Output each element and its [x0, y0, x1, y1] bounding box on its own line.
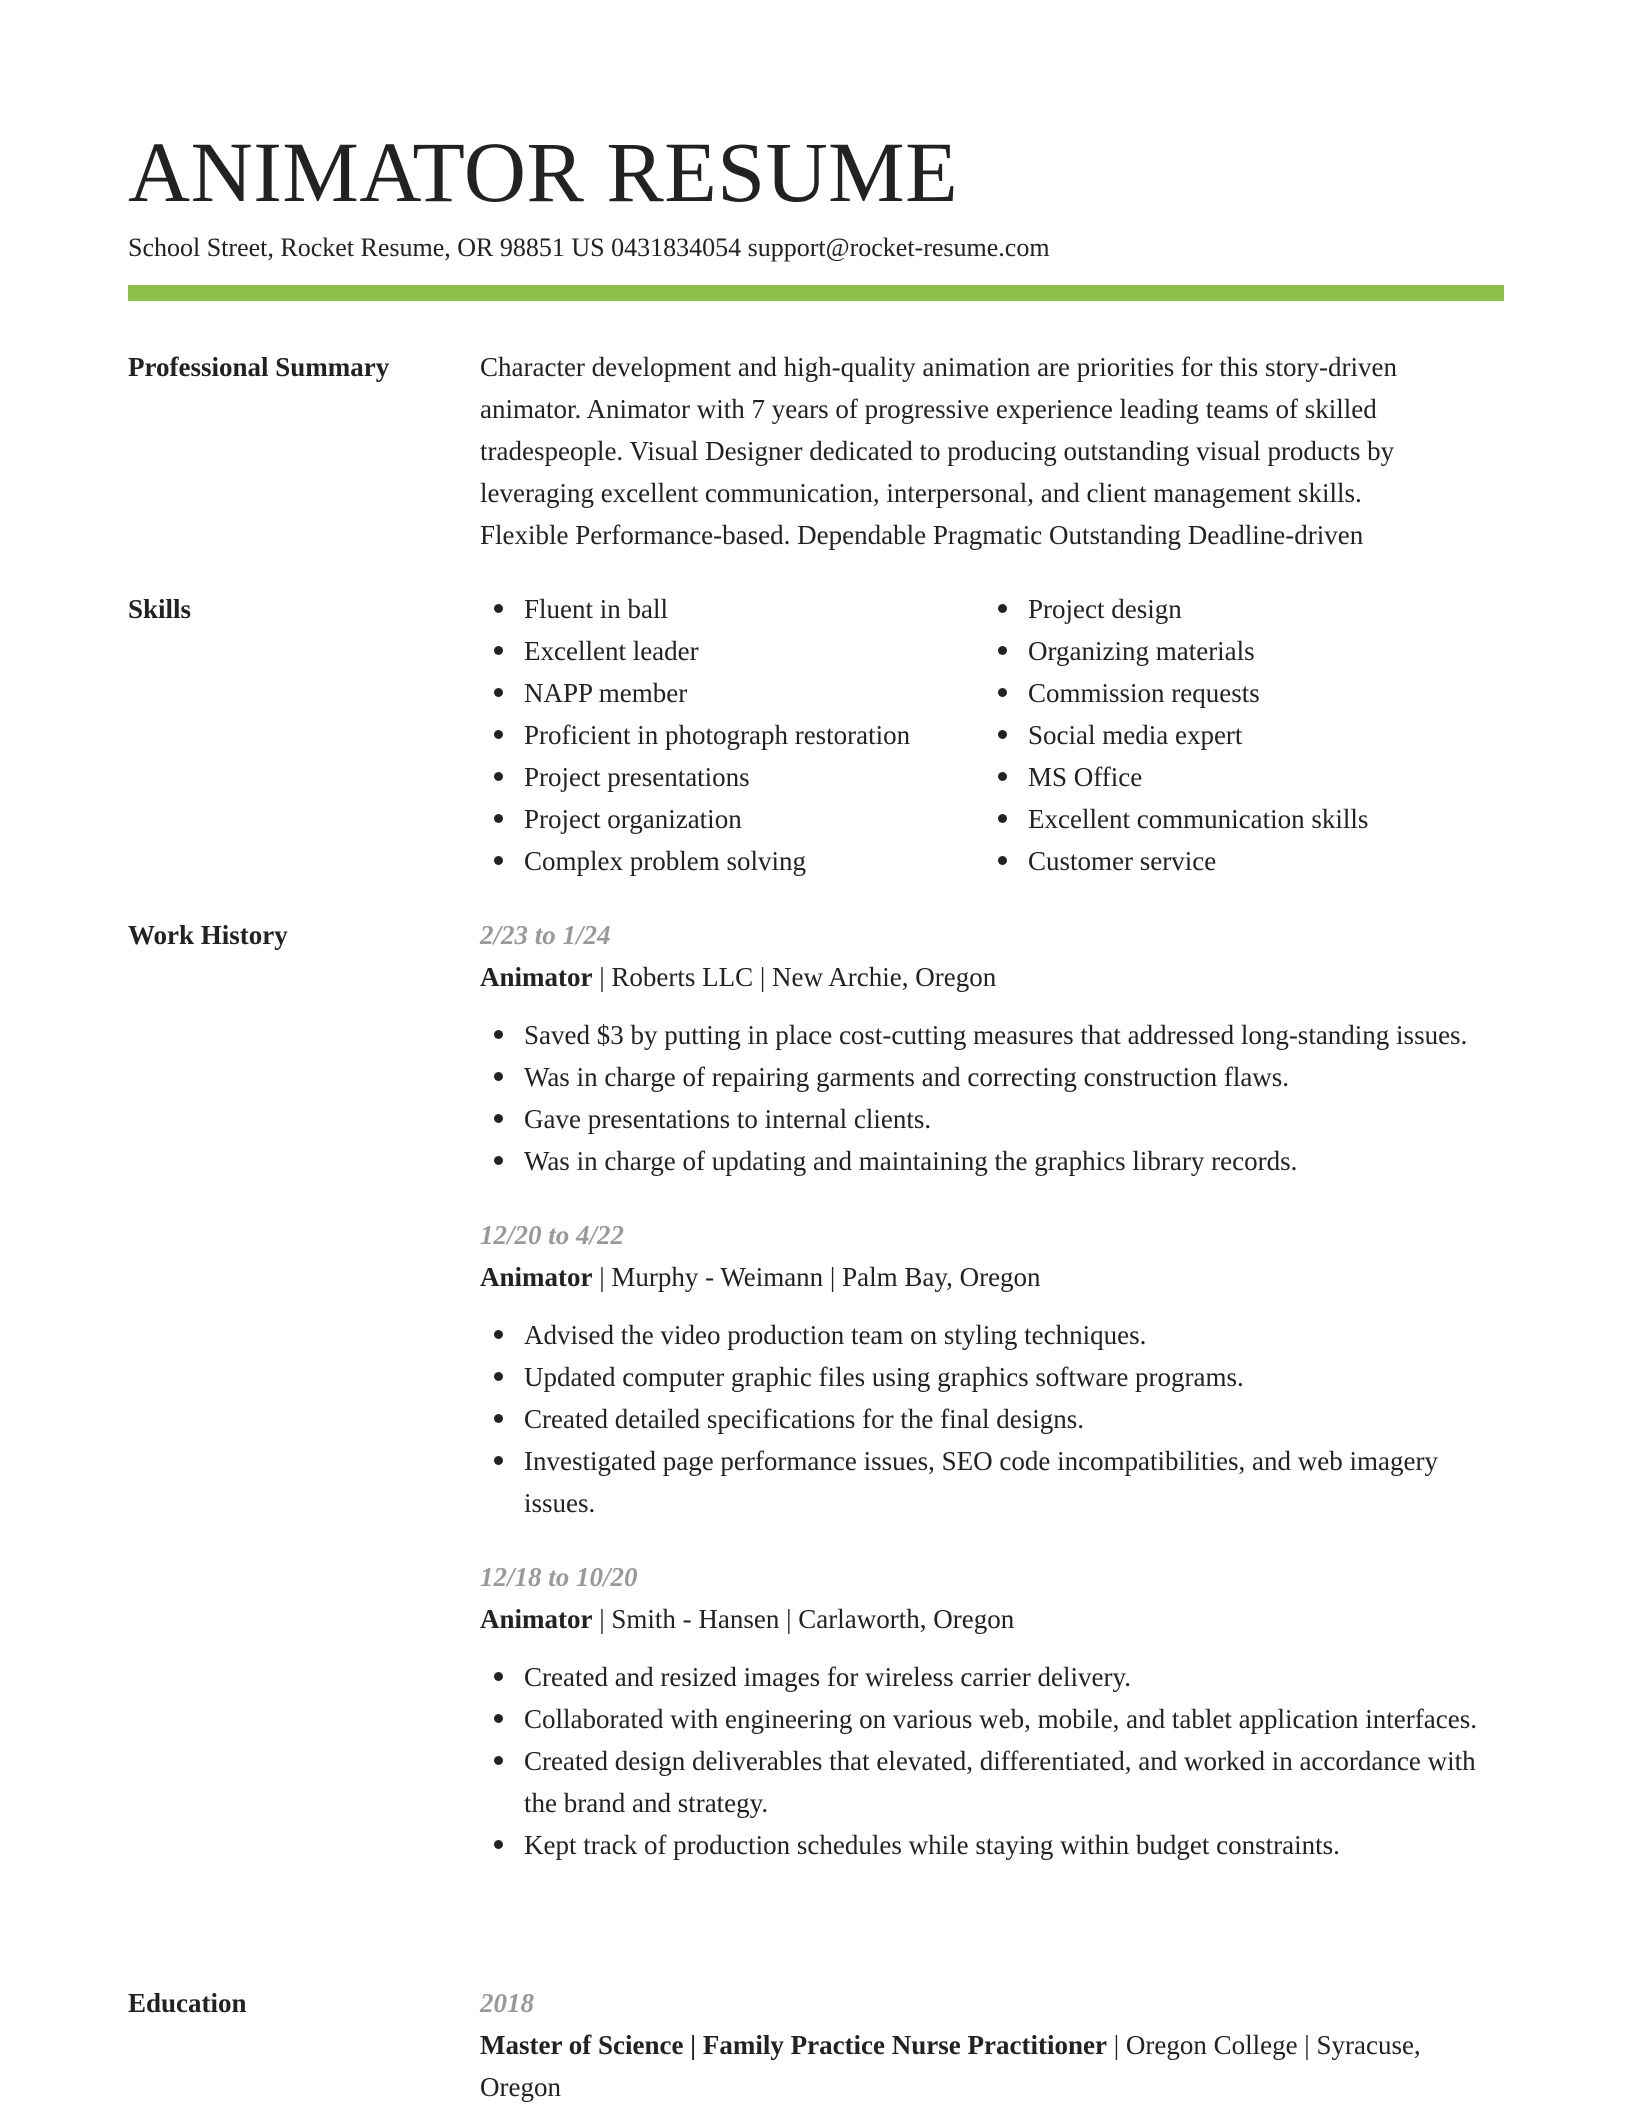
skill-text: Customer service	[1028, 846, 1217, 876]
bullet-icon	[494, 856, 503, 865]
education-date: 2018	[480, 1988, 534, 2018]
list-item	[480, 1056, 1504, 1098]
list-item	[480, 1656, 1504, 1698]
summary-line: tradespeople. Visual Designer dedicated to producing outstanding visual products by	[480, 436, 1395, 466]
skill-text: Proficient in photograph restoration	[524, 720, 911, 750]
bullet-icon	[494, 814, 503, 823]
bullet-icon	[494, 1030, 503, 1039]
skill-item	[480, 630, 984, 672]
skill-item	[984, 798, 1504, 840]
bullet-text: Was in charge of repairing garments and correcting construction flaws.	[524, 1062, 1290, 1092]
bullet-text: Investigated page performance issues, SEO code incompatibilities, and web imagery issues.	[524, 1446, 1438, 1518]
list-item	[480, 1314, 1504, 1356]
skill-text: Organizing materials	[1028, 636, 1255, 666]
bullet-icon	[494, 1714, 503, 1723]
skill-text: Complex problem solving	[524, 846, 806, 876]
skill-item	[480, 798, 984, 840]
bullet-text: Created and resized images for wireless carrier delivery.	[524, 1662, 1131, 1692]
skills-list-right	[984, 588, 1504, 882]
page-title: ANIMATOR RESUME	[128, 124, 959, 220]
job-company: | Roberts LLC | New Archie, Oregon	[592, 962, 997, 992]
bullet-icon	[494, 1756, 503, 1765]
skill-text: MS Office	[1028, 762, 1143, 792]
contact-line: School Street, Rocket Resume, OR 98851 US 0431834054 support@rocket-resume.com	[128, 233, 1050, 262]
job-date: 2/23 to 1/24	[480, 920, 611, 950]
skill-item	[480, 714, 984, 756]
bullet-icon	[494, 1114, 503, 1123]
summary-heading: Professional Summary	[128, 352, 390, 382]
job-header	[480, 1256, 1504, 1298]
summary-line: Flexible Performance-based. Dependable Pragmatic Outstanding Deadline-driven	[480, 520, 1364, 550]
bullet-icon	[494, 1456, 503, 1465]
skill-text: Social media expert	[1028, 720, 1243, 750]
job-entry	[480, 1556, 1504, 1866]
bullet-icon	[998, 772, 1007, 781]
job-bullets	[480, 1656, 1504, 1866]
bullet-icon	[494, 730, 503, 739]
skill-item	[480, 756, 984, 798]
skill-text: Project organization	[524, 804, 742, 834]
skill-text: Commission requests	[1028, 678, 1260, 708]
bullet-icon	[998, 814, 1007, 823]
skill-item	[984, 714, 1504, 756]
skill-item	[480, 840, 984, 882]
skill-item	[984, 756, 1504, 798]
skill-text: Fluent in ball	[524, 594, 668, 624]
summary-line: Character development and high-quality animation are priorities for this story-driven	[480, 352, 1397, 382]
skill-item	[984, 588, 1504, 630]
bullet-text: Updated computer graphic files using graphics software programs.	[524, 1362, 1244, 1392]
skill-text: Excellent leader	[524, 636, 699, 666]
bullet-text: Was in charge of updating and maintaining the graphics library records.	[524, 1146, 1298, 1176]
bullet-text: Created design deliverables that elevated, differentiated, and worked in accordance with the brand and strategy.	[524, 1746, 1476, 1818]
education-degree: Master of Science | Family Practice Nurse Practitioner	[480, 2030, 1107, 2060]
bullet-icon	[494, 772, 503, 781]
skill-item	[480, 588, 984, 630]
bullet-icon	[998, 604, 1007, 613]
education-body	[480, 1982, 1504, 2108]
summary-line: leveraging excellent communication, interpersonal, and client management skills.	[480, 478, 1362, 508]
job-entry	[480, 1214, 1504, 1524]
bullet-icon	[998, 856, 1007, 865]
summary-line: animator. Animator with 7 years of progressive experience leading teams of skilled	[480, 394, 1377, 424]
bullet-text: Created detailed specifications for the final designs.	[524, 1404, 1085, 1434]
list-item	[480, 1014, 1504, 1056]
list-item	[480, 1398, 1504, 1440]
skill-item	[984, 630, 1504, 672]
skills-list-left	[480, 588, 984, 882]
job-title: Animator	[480, 1262, 593, 1292]
job-company: | Murphy - Weimann | Palm Bay, Oregon	[592, 1262, 1041, 1292]
job-bullets	[480, 1314, 1504, 1524]
bullet-text: Collaborated with engineering on various web, mobile, and tablet application interfaces.	[524, 1704, 1477, 1734]
summary-text	[480, 346, 1504, 556]
bullet-icon	[494, 1330, 503, 1339]
list-item	[480, 1698, 1504, 1740]
list-item	[480, 1824, 1504, 1866]
list-item	[480, 1140, 1504, 1182]
list-item	[480, 1740, 1504, 1824]
job-entry	[480, 914, 1504, 1182]
list-item	[480, 1356, 1504, 1398]
skill-text: Excellent communication skills	[1028, 804, 1369, 834]
job-date: 12/20 to 4/22	[480, 1220, 625, 1250]
bullet-icon	[998, 688, 1007, 697]
job-company: | Smith - Hansen | Carlaworth, Oregon	[592, 1604, 1015, 1634]
bullet-icon	[494, 604, 503, 613]
education-school: | Oregon College | Syracuse, Oregon	[480, 2030, 1421, 2102]
job-title: Animator	[480, 1604, 593, 1634]
bullet-icon	[494, 1372, 503, 1381]
skill-text: Project presentations	[524, 762, 750, 792]
bullet-icon	[494, 1672, 503, 1681]
bullet-icon	[998, 646, 1007, 655]
bullet-icon	[494, 1840, 503, 1849]
bullet-icon	[494, 1414, 503, 1423]
bullet-icon	[494, 1072, 503, 1081]
job-bullets	[480, 1014, 1504, 1182]
job-date: 12/18 to 10/20	[480, 1562, 638, 1592]
bullet-text: Kept track of production schedules while staying within budget constraints.	[524, 1830, 1340, 1860]
bullet-icon	[494, 1156, 503, 1165]
skills-heading: Skills	[128, 594, 192, 624]
skill-text: Project design	[1028, 594, 1182, 624]
bullet-text: Saved $3 by putting in place cost-cutting measures that addressed long-standing issues.	[524, 1020, 1468, 1050]
skill-item	[984, 672, 1504, 714]
bullet-icon	[998, 730, 1007, 739]
job-header	[480, 1598, 1504, 1640]
list-item	[480, 1098, 1504, 1140]
bullet-icon	[494, 688, 503, 697]
job-title: Animator	[480, 962, 593, 992]
skill-text: NAPP member	[524, 678, 688, 708]
education-header	[480, 2024, 1504, 2108]
list-item	[480, 1440, 1504, 1524]
accent-divider	[128, 285, 1504, 301]
work-body	[480, 914, 1504, 1898]
skill-item	[984, 840, 1504, 882]
skills-body	[480, 588, 1504, 882]
work-heading: Work History	[128, 920, 288, 950]
summary-body	[480, 346, 1504, 556]
bullet-text: Gave presentations to internal clients.	[524, 1104, 932, 1134]
skill-item	[480, 672, 984, 714]
job-header	[480, 956, 1504, 998]
bullet-icon	[494, 646, 503, 655]
bullet-text: Advised the video production team on styling techniques.	[524, 1320, 1147, 1350]
education-heading: Education	[128, 1988, 247, 2018]
